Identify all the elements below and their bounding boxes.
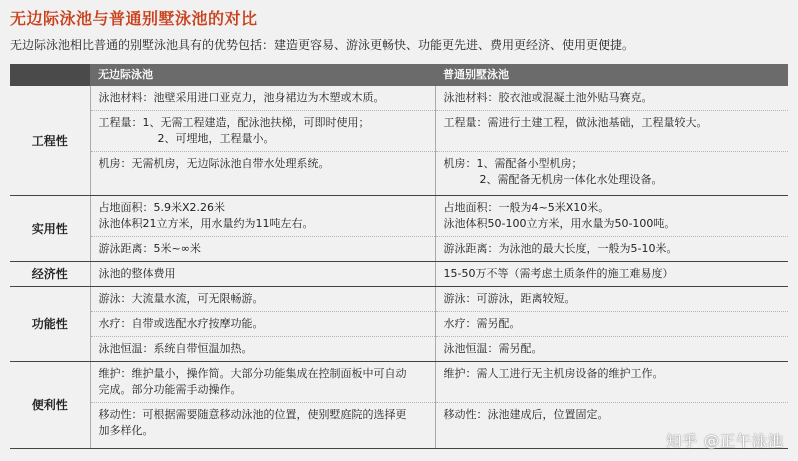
table-row xyxy=(10,152,788,196)
cell-material-regular: 泳池材料：胶衣池或混凝土池外贴马赛克。 xyxy=(435,86,788,111)
table-row xyxy=(10,237,788,262)
cell-temp-infinity: 泳池恒温：系统自带恒温加热。 xyxy=(90,337,435,362)
cell-cost-infinity: 泳池的整体费用 xyxy=(90,262,435,287)
cell-distance-regular: 游泳距离：为泳池的最大长度，一般为5-10米。 xyxy=(435,237,788,262)
category-function: 功能性 xyxy=(10,287,90,362)
category-practical: 实用性 xyxy=(10,196,90,262)
cell-area-infinity: 占地面积：5.9米X2.26米 泳池体积21立方米，用水量约为11吨左右。 xyxy=(90,196,435,237)
comparison-table xyxy=(10,64,788,449)
cell-distance-infinity: 游泳距离：5米~∞米 xyxy=(90,237,435,262)
header-regular-pool: 普通别墅泳池 xyxy=(435,64,788,86)
cell-material-infinity: 泳池材料：池壁采用进口亚克力，池身裙边为木塑或木质。 xyxy=(90,86,435,111)
intro-text: 无边际泳池相比普通的别墅泳池具有的优势包括：建造更容易、游泳更畅快、功能更先进、费用更经济、使用更便捷。 xyxy=(10,38,635,52)
cell-cost-regular: 15-50万不等（需考虑土质条件的施工难易度） xyxy=(435,262,788,287)
cell-temp-regular: 泳池恒温：需另配。 xyxy=(435,337,788,362)
category-economy: 经济性 xyxy=(10,262,90,287)
cell-room-infinity: 机房：无需机房，无边际泳池自带水处理系统。 xyxy=(90,152,435,196)
cell-swim-infinity: 游泳：大流量水流，可无限畅游。 xyxy=(90,287,435,312)
cell-room-regular: 机房：1、需配备小型机房； 2、需配备无机房一体化水处理设备。 xyxy=(435,152,788,196)
cell-mobility-infinity: 移动性：可根据需要随意移动泳池的位置，使别墅庭院的选择更 加多样化。 xyxy=(90,403,435,449)
table-row xyxy=(10,262,788,287)
header-category xyxy=(10,64,90,86)
table-row xyxy=(10,337,788,362)
table-row xyxy=(10,312,788,337)
cell-maintenance-infinity: 维护：维护量小，操作简。大部分功能集成在控制面板中可自动 完成。部分功能需手动操作。 xyxy=(90,362,435,403)
cell-mobility-regular: 移动性：泳池建成后，位置固定。 xyxy=(435,403,788,449)
cell-work-infinity: 工程量：1、无需工程建造，配泳池扶梯，可即时使用； 2、可埋地，工程量小。 xyxy=(90,111,435,152)
cell-hydro-infinity: 水疗：自带或选配水疗按摩功能。 xyxy=(90,312,435,337)
cell-work-regular: 工程量：需进行土建工程，做泳池基础，工程量较大。 xyxy=(435,111,788,152)
category-engineering: 工程性 xyxy=(10,86,90,196)
page-title: 无边际泳池与普通别墅泳池的对比 xyxy=(10,9,258,28)
table-row xyxy=(10,287,788,312)
table-header-row xyxy=(10,64,788,86)
header-infinity-pool: 无边际泳池 xyxy=(90,64,435,86)
cell-swim-regular: 游泳：可游泳，距离较短。 xyxy=(435,287,788,312)
table-row xyxy=(10,362,788,403)
watermark: 知乎 @正午泳池 xyxy=(666,432,784,450)
cell-area-regular: 占地面积：一般为4~5米X10米。 泳池体积50-100立方米，用水量为50-100吨。 xyxy=(435,196,788,237)
table-row xyxy=(10,196,788,237)
table-row xyxy=(10,111,788,152)
cell-hydro-regular: 水疗：需另配。 xyxy=(435,312,788,337)
category-convenience: 便利性 xyxy=(10,362,90,449)
cell-maintenance-regular: 维护：需人工进行无主机房设备的维护工作。 xyxy=(435,362,788,403)
table-row xyxy=(10,86,788,111)
